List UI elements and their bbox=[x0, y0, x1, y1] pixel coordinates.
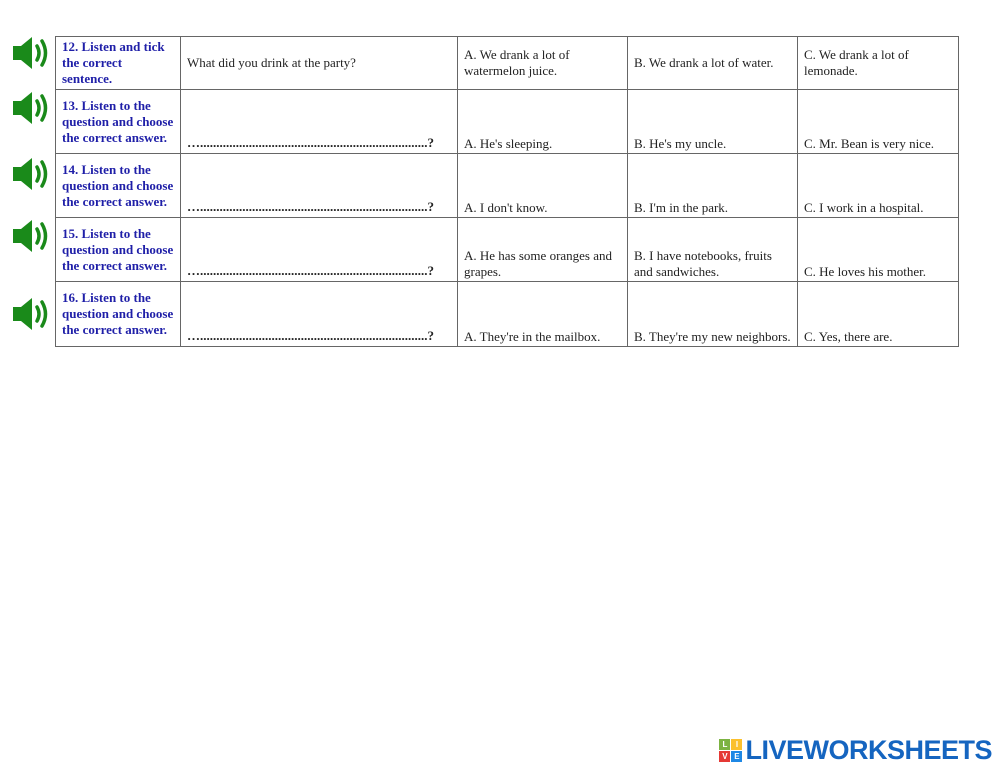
option-b[interactable]: B. I have notebooks, fruits and sandwiches. bbox=[628, 218, 798, 282]
logo-letter-e: E bbox=[731, 751, 742, 762]
option-a[interactable]: A. I don't know. bbox=[458, 154, 628, 218]
option-b[interactable]: B. He's my uncle. bbox=[628, 90, 798, 154]
table-row bbox=[56, 37, 959, 90]
question-cell: What did you drink at the party? bbox=[181, 37, 458, 90]
speaker-icon-q15[interactable] bbox=[10, 216, 54, 256]
option-b[interactable]: B. We drank a lot of water. bbox=[628, 37, 798, 90]
instruction-cell: 12. Listen and tick the correct sentence. bbox=[56, 37, 181, 90]
table-row bbox=[56, 154, 959, 218]
option-b[interactable]: B. I'm in the park. bbox=[628, 154, 798, 218]
instruction-cell: 15. Listen to the question and choose the correct answer. bbox=[56, 218, 181, 282]
option-a[interactable]: A. He has some oranges and grapes. bbox=[458, 218, 628, 282]
speaker-icon-q13[interactable] bbox=[10, 88, 54, 128]
liveworksheets-logo bbox=[719, 735, 992, 766]
question-blank[interactable]: …......................................................................? bbox=[181, 218, 458, 282]
question-blank[interactable]: …......................................................................? bbox=[181, 154, 458, 218]
table-row bbox=[56, 218, 959, 282]
speaker-volume-icon bbox=[10, 33, 54, 73]
option-c[interactable]: C. I work in a hospital. bbox=[798, 154, 959, 218]
instruction-cell: 16. Listen to the question and choose the correct answer. bbox=[56, 282, 181, 347]
option-b[interactable]: B. They're my new neighbors. bbox=[628, 282, 798, 347]
option-c[interactable]: C. Yes, there are. bbox=[798, 282, 959, 347]
table-row bbox=[56, 90, 959, 154]
question-blank[interactable]: …......................................................................? bbox=[181, 90, 458, 154]
question-blank[interactable]: …......................................................................? bbox=[181, 282, 458, 347]
instruction-cell: 13. Listen to the question and choose the correct answer. bbox=[56, 90, 181, 154]
option-c[interactable]: C. Mr. Bean is very nice. bbox=[798, 90, 959, 154]
brand-logo-mark bbox=[719, 739, 742, 762]
brand-name: LIVEWORKSHEETS bbox=[745, 735, 992, 765]
logo-letter-v: V bbox=[719, 751, 730, 762]
option-a[interactable]: A. They're in the mailbox. bbox=[458, 282, 628, 347]
speaker-icon-q12[interactable] bbox=[10, 33, 54, 73]
option-c[interactable]: C. He loves his mother. bbox=[798, 218, 959, 282]
instruction-cell: 14. Listen to the question and choose the correct answer. bbox=[56, 154, 181, 218]
logo-letter-l: L bbox=[719, 739, 730, 750]
speaker-volume-icon bbox=[10, 154, 54, 194]
option-c[interactable]: C. We drank a lot of lemonade. bbox=[798, 37, 959, 90]
listening-table bbox=[55, 36, 959, 347]
logo-letter-i: I bbox=[731, 739, 742, 750]
worksheet bbox=[55, 36, 958, 347]
speaker-volume-icon bbox=[10, 88, 54, 128]
speaker-volume-icon bbox=[10, 216, 54, 256]
table-row bbox=[56, 282, 959, 347]
speaker-volume-icon bbox=[10, 294, 54, 334]
option-a[interactable]: A. We drank a lot of watermelon juice. bbox=[458, 37, 628, 90]
speaker-icon-q14[interactable] bbox=[10, 154, 54, 194]
option-a[interactable]: A. He's sleeping. bbox=[458, 90, 628, 154]
speaker-icon-q16[interactable] bbox=[10, 294, 54, 334]
